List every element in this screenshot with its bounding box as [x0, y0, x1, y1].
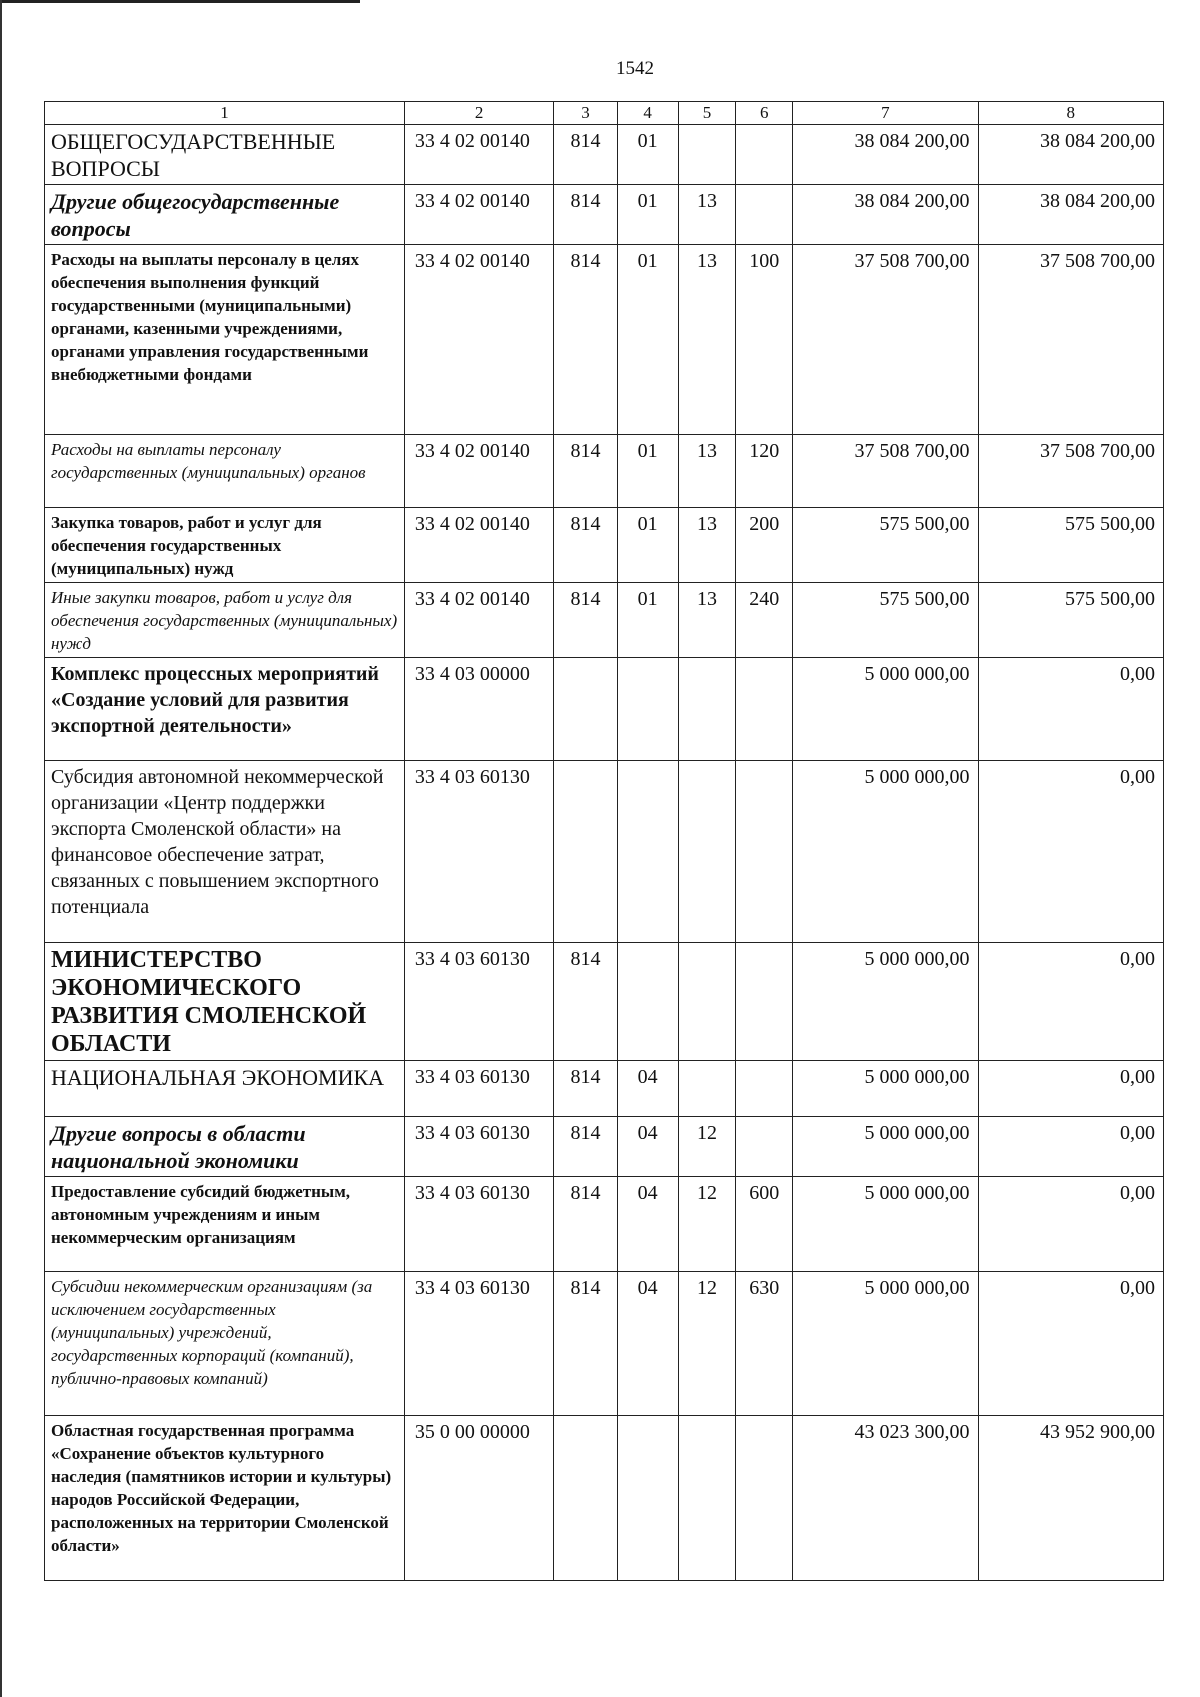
row-col-4: 04: [617, 1272, 678, 1416]
row-col-6: [736, 761, 793, 943]
row-col-7: 5 000 000,00: [793, 943, 978, 1061]
page-number: 1542: [616, 58, 654, 79]
row-code: 33 4 03 60130: [404, 943, 553, 1061]
row-col-8: 38 084 200,00: [978, 185, 1163, 245]
row-col-4: 04: [617, 1061, 678, 1117]
row-col-8: 37 508 700,00: [978, 245, 1163, 435]
row-col-7: 5 000 000,00: [793, 761, 978, 943]
table-row: [45, 943, 1164, 1061]
header-col-2: 2: [404, 102, 553, 125]
row-code: 33 4 03 60130: [404, 1272, 553, 1416]
row-code: 33 4 02 00140: [404, 508, 553, 583]
scan-top-edge: [0, 0, 360, 3]
header-col-6: 6: [736, 102, 793, 125]
row-col-6: 100: [736, 245, 793, 435]
header-col-5: 5: [678, 102, 736, 125]
row-name: Другие общегосударственные вопросы: [45, 185, 405, 245]
header-col-8: 8: [978, 102, 1163, 125]
row-col-7: 5 000 000,00: [793, 1272, 978, 1416]
row-col-3: 814: [554, 508, 617, 583]
row-col-6: [736, 1416, 793, 1581]
row-col-5: 13: [678, 185, 736, 245]
row-col-7: 575 500,00: [793, 508, 978, 583]
table-row: [45, 1117, 1164, 1177]
row-col-4: 01: [617, 185, 678, 245]
row-col-8: 0,00: [978, 1272, 1163, 1416]
row-col-4: [617, 761, 678, 943]
table-row: [45, 1416, 1164, 1581]
row-col-7: 5 000 000,00: [793, 1177, 978, 1272]
row-col-4: 01: [617, 435, 678, 508]
row-col-3: 814: [554, 1272, 617, 1416]
row-col-3: [554, 658, 617, 761]
row-name: Закупка товаров, работ и услуг для обеспечения государственных (муниципальных) нужд: [45, 508, 405, 583]
table-row: [45, 508, 1164, 583]
row-code: 33 4 03 60130: [404, 1117, 553, 1177]
row-col-8: 0,00: [978, 1117, 1163, 1177]
budget-table-container: [44, 101, 1164, 1581]
row-col-7: 5 000 000,00: [793, 1061, 978, 1117]
row-code: 35 0 00 00000: [404, 1416, 553, 1581]
row-col-5: 12: [678, 1272, 736, 1416]
table-row: [45, 435, 1164, 508]
row-col-6: 630: [736, 1272, 793, 1416]
row-code: 33 4 02 00140: [404, 125, 553, 185]
column-number-header: [45, 102, 1164, 125]
row-col-8: 575 500,00: [978, 508, 1163, 583]
row-name: Комплекс процессных мероприятий «Создание условий для развития экспортной деятельности»: [45, 658, 405, 761]
row-col-3: 814: [554, 245, 617, 435]
row-col-4: [617, 658, 678, 761]
row-col-4: 04: [617, 1117, 678, 1177]
row-col-8: 0,00: [978, 1061, 1163, 1117]
row-col-7: 37 508 700,00: [793, 245, 978, 435]
row-name: Предоставление субсидий бюджетным, автономным учреждениям и иным некоммерческим организациям: [45, 1177, 405, 1272]
row-col-8: 0,00: [978, 658, 1163, 761]
row-col-8: 43 952 900,00: [978, 1416, 1163, 1581]
table-row: [45, 185, 1164, 245]
row-col-3: 814: [554, 1061, 617, 1117]
row-name: Иные закупки товаров, работ и услуг для обеспечения государственных (муниципальных) нужд: [45, 583, 405, 658]
row-col-6: 600: [736, 1177, 793, 1272]
row-name: НАЦИОНАЛЬНАЯ ЭКОНОМИКА: [45, 1061, 405, 1117]
row-col-6: [736, 1117, 793, 1177]
header-col-1: 1: [45, 102, 405, 125]
row-col-8: 38 084 200,00: [978, 125, 1163, 185]
row-col-7: 38 084 200,00: [793, 185, 978, 245]
row-code: 33 4 03 60130: [404, 1177, 553, 1272]
row-name: Субсидии некоммерческим организациям (за исключением государственных (муниципальных) учреждений, государственных корпораций (компаний), публично-правовых компаний): [45, 1272, 405, 1416]
row-col-8: 0,00: [978, 761, 1163, 943]
row-col-6: 240: [736, 583, 793, 658]
row-col-6: [736, 658, 793, 761]
row-col-5: 12: [678, 1177, 736, 1272]
row-col-5: [678, 1416, 736, 1581]
row-col-6: 200: [736, 508, 793, 583]
header-col-4: 4: [617, 102, 678, 125]
row-col-3: 814: [554, 435, 617, 508]
row-col-3: [554, 761, 617, 943]
row-code: 33 4 03 00000: [404, 658, 553, 761]
row-col-5: 13: [678, 508, 736, 583]
row-col-5: [678, 658, 736, 761]
header-col-7: 7: [793, 102, 978, 125]
row-col-4: [617, 1416, 678, 1581]
row-col-8: 37 508 700,00: [978, 435, 1163, 508]
row-code: 33 4 02 00140: [404, 245, 553, 435]
row-col-7: 43 023 300,00: [793, 1416, 978, 1581]
table-row: [45, 658, 1164, 761]
row-col-6: [736, 125, 793, 185]
row-col-5: 12: [678, 1117, 736, 1177]
budget-table: [44, 101, 1164, 1581]
row-col-4: 01: [617, 583, 678, 658]
row-name: Субсидия автономной некоммерческой организации «Центр поддержки экспорта Смоленской области» на финансовое обеспечение затрат, связанных с повышением экспортного потенциала: [45, 761, 405, 943]
table-row: [45, 583, 1164, 658]
row-col-3: [554, 1416, 617, 1581]
scan-left-edge: [0, 0, 2, 1697]
row-name: Расходы на выплаты персоналу в целях обеспечения выполнения функций государственными (муниципальными) органами, казенными учреждениями, органами управления государственными внебюджетными фондами: [45, 245, 405, 435]
row-col-5: [678, 943, 736, 1061]
row-col-5: 13: [678, 245, 736, 435]
row-code: 33 4 02 00140: [404, 583, 553, 658]
row-name: Другие вопросы в области национальной экономики: [45, 1117, 405, 1177]
row-name: МИНИСТЕРСТВО ЭКОНОМИЧЕСКОГО РАЗВИТИЯ СМОЛЕНСКОЙ ОБЛАСТИ: [45, 943, 405, 1061]
row-col-4: 01: [617, 245, 678, 435]
row-col-3: 814: [554, 943, 617, 1061]
row-col-4: [617, 943, 678, 1061]
row-col-7: 575 500,00: [793, 583, 978, 658]
row-col-4: 01: [617, 125, 678, 185]
table-row: [45, 1272, 1164, 1416]
row-col-3: 814: [554, 1177, 617, 1272]
row-col-3: 814: [554, 1117, 617, 1177]
row-code: 33 4 03 60130: [404, 761, 553, 943]
row-name: Областная государственная программа «Сохранение объектов культурного наследия (памятников истории и культуры) народов Российской Федерации, расположенных на территории Смоленской области»: [45, 1416, 405, 1581]
row-col-6: [736, 1061, 793, 1117]
row-col-6: 120: [736, 435, 793, 508]
table-row: [45, 245, 1164, 435]
table-row: [45, 1061, 1164, 1117]
row-col-6: [736, 185, 793, 245]
row-col-7: 37 508 700,00: [793, 435, 978, 508]
row-col-7: 38 084 200,00: [793, 125, 978, 185]
row-col-7: 5 000 000,00: [793, 1117, 978, 1177]
table-row: [45, 761, 1164, 943]
row-col-5: 13: [678, 435, 736, 508]
row-col-4: 01: [617, 508, 678, 583]
row-col-5: [678, 1061, 736, 1117]
row-name: Расходы на выплаты персоналу государственных (муниципальных) органов: [45, 435, 405, 508]
row-code: 33 4 03 60130: [404, 1061, 553, 1117]
row-name: ОБЩЕГОСУДАРСТВЕННЫЕ ВОПРОСЫ: [45, 125, 405, 185]
row-col-3: 814: [554, 583, 617, 658]
row-code: 33 4 02 00140: [404, 435, 553, 508]
row-col-3: 814: [554, 185, 617, 245]
row-col-8: 0,00: [978, 943, 1163, 1061]
table-row: [45, 125, 1164, 185]
row-col-5: 13: [678, 583, 736, 658]
row-col-7: 5 000 000,00: [793, 658, 978, 761]
row-code: 33 4 02 00140: [404, 185, 553, 245]
row-col-5: [678, 125, 736, 185]
table-row: [45, 1177, 1164, 1272]
row-col-4: 04: [617, 1177, 678, 1272]
row-col-8: 575 500,00: [978, 583, 1163, 658]
row-col-8: 0,00: [978, 1177, 1163, 1272]
row-col-5: [678, 761, 736, 943]
row-col-6: [736, 943, 793, 1061]
header-col-3: 3: [554, 102, 617, 125]
row-col-3: 814: [554, 125, 617, 185]
